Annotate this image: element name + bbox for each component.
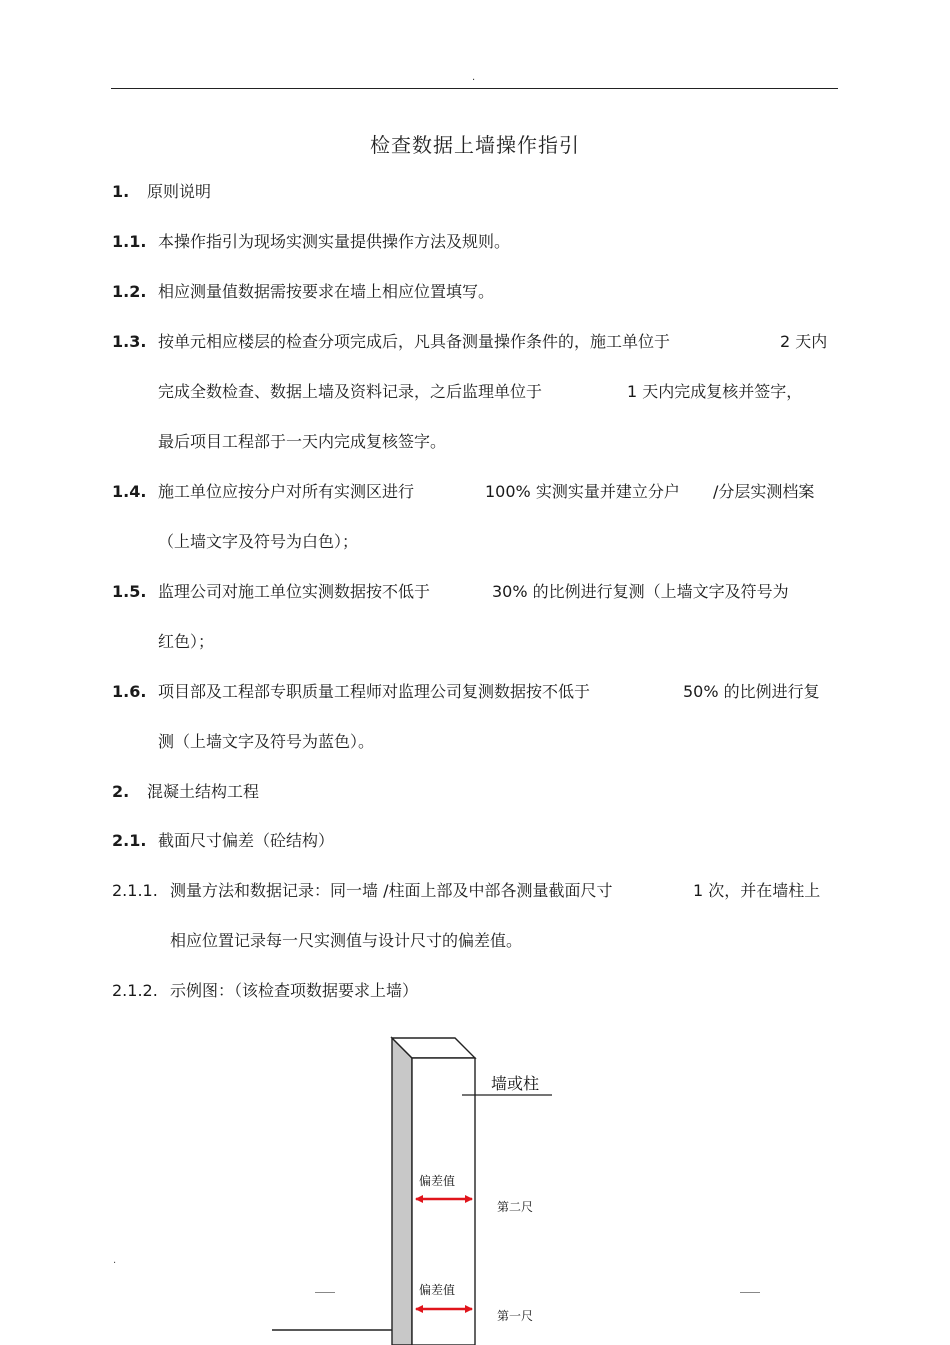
paragraph-text: 1 天内完成复核并签字， (627, 382, 803, 401)
wall-side-face (392, 1038, 412, 1345)
paragraph-text: 100% 实测实量并建立分户 (485, 482, 680, 501)
paragraph-text: 监理公司对施工单位实测数据按不低于 (158, 582, 431, 601)
deviation-label-lower: 偏差值 (419, 1283, 456, 1297)
section-heading: 原则说明 (147, 182, 212, 201)
paragraph-text: 相应测量值数据需按要求在墙上相应位置填写。 (158, 282, 495, 301)
paragraph-text: 50% 的比例进行复 (683, 682, 820, 701)
paragraph-text: 测量方法和数据记录：同一墙 /柱面上部及中部各测量截面尺寸 (170, 881, 613, 900)
section-heading: 截面尺寸偏差（砼结构） (158, 831, 335, 850)
section-number: 2.1.1. (112, 881, 158, 900)
paragraph-text: （上墙文字及符号为白色）； (158, 532, 359, 551)
section-number: 1.2. (112, 282, 147, 301)
paragraph-text: 测（上墙文字及符号为蓝色）。 (158, 732, 375, 751)
paragraph-text: /分层实测档案 (713, 482, 815, 501)
ruler-label-lower: 第一尺 (497, 1309, 534, 1323)
section-number: 1. (112, 182, 130, 201)
section-number: 1.5. (112, 582, 147, 601)
section-number: 1.4. (112, 482, 147, 501)
paragraph-text: 30% 的比例进行复测（上墙文字及符号为 (492, 582, 789, 601)
section-number: 1.1. (112, 232, 147, 251)
section-number: 1.6. (112, 682, 147, 701)
paragraph-text: 本操作指引为现场实测实量提供操作方法及规则。 (158, 232, 511, 251)
section-number: 2. (112, 782, 130, 801)
paragraph-text: 施工单位应按分户对所有实测区进行 (158, 482, 415, 501)
margin-dot: . (113, 1255, 117, 1266)
section-number: 2.1. (112, 831, 147, 850)
footer-dash-right (740, 1292, 760, 1293)
page-title: 检查数据上墙操作指引 (370, 133, 580, 157)
footer-dash-left (315, 1292, 335, 1293)
paragraph-text: 相应位置记录每一尺实测值与设计尺寸的偏差值。 (170, 931, 523, 950)
header-dot: . (472, 72, 476, 83)
paragraph-text: 红色）； (158, 632, 215, 651)
ruler-label-upper: 第二尺 (497, 1200, 534, 1214)
section-heading: 混凝土结构工程 (147, 782, 260, 801)
paragraph-text: 1 次，并在墙柱上 (693, 881, 821, 900)
paragraph-text: 按单元相应楼层的检查分项完成后，凡具备测量操作条件的，施工单位于 (158, 332, 671, 351)
paragraph-text: 项目部及工程部专职质量工程师对监理公司复测数据按不低于 (158, 682, 591, 701)
paragraph-text: 完成全数检查、数据上墙及资料记录，之后监理单位于 (158, 382, 543, 401)
wall-front-face (412, 1058, 475, 1345)
section-number: 1.3. (112, 332, 147, 351)
deviation-label-upper: 偏差值 (419, 1174, 456, 1188)
paragraph-text: 2 天内 (780, 332, 828, 351)
wall-label: 墙或柱 (491, 1074, 540, 1093)
paragraph-text: 最后项目工程部于一天内完成复核签字。 (158, 432, 447, 451)
paragraph-text: 示例图：（该检查项数据要求上墙） (170, 981, 419, 1000)
section-number: 2.1.2. (112, 981, 158, 1000)
